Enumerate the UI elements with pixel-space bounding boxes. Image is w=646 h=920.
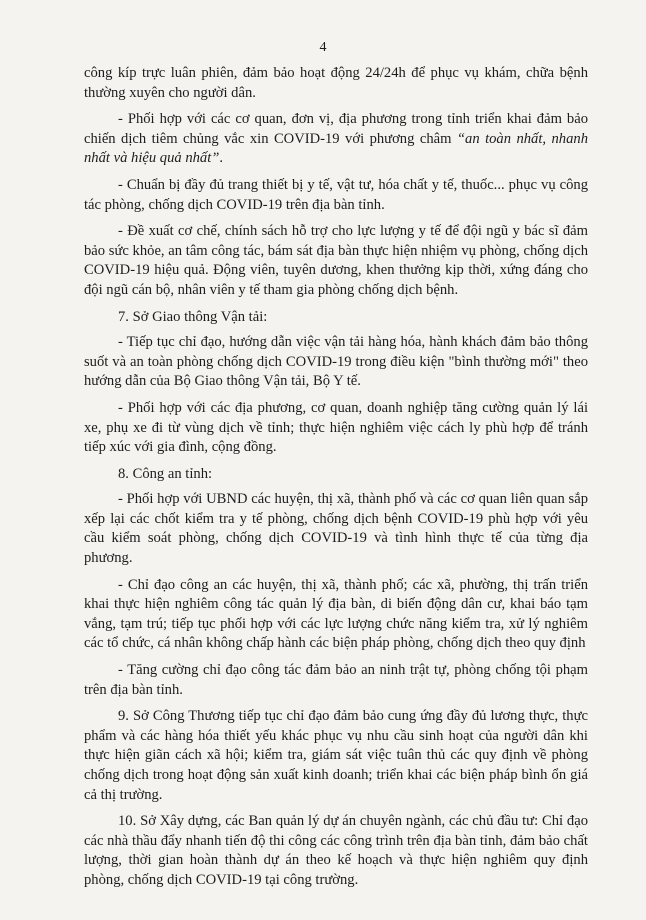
paragraph-transport-drivers: - Phối hợp với các địa phương, cơ quan, doanh nghiệp tăng cường quản lý lái xe, phụ xe đi từ vùng dịch về tỉnh; thực hiện nghiêm việc cách ly phù hợp để tránh tiếp xúc với gia đình, cộng đồng. xyxy=(84,399,588,456)
paragraph-text-end: . xyxy=(219,150,224,167)
page-number: 4 xyxy=(319,40,327,55)
paragraph-police-security: - Tăng cường chỉ đạo công tác đảm bảo an ninh trật tự, phòng chống tội phạm trên địa bàn tỉnh. xyxy=(84,662,588,698)
paragraph-transport-guidance: - Tiếp tục chỉ đạo, hướng dẫn việc vận tải hàng hóa, hành khách đảm bảo thông suốt và an toàn phòng chống dịch COVID-19 trong điều kiện "bình thường mới" theo hướng dẫn của Bộ Giao thông Vận tải, Bộ Y tế. xyxy=(84,334,588,390)
paragraph-support-policy: - Đề xuất cơ chế, chính sách hỗ trợ cho lực lượng y tế để đội ngũ y bác sĩ đảm bảo sức khỏe, an tâm công tác, bám sát địa bàn thực hiện nhiệm vụ phòng, chống dịch COVID-19 hiệu quả. Động viên, tuyên dương, khen thưởng kịp thời, xứng đáng cho đội ngũ cán bộ, nhân viên y tế tham gia phòng chống dịch bệnh. xyxy=(84,223,588,298)
paragraph-industry-trade: 9. Sở Công Thương tiếp tục chỉ đạo đảm bảo cung ứng đầy đủ lương thực, thực phẩm và các hàng hóa thiết yếu khác phục vụ nhu cầu sinh hoạt của người dân khi thực hiện giãn cách xã hội; kiểm tra, giám sát việc tuân thủ các quy định về phòng chống dịch trong hoạt động sản xuất kinh doanh; triển khai các biện pháp bình ổn giá cả thị trường. xyxy=(84,708,588,803)
section-heading-transport: 7. Sở Giao thông Vận tải: xyxy=(118,308,268,325)
motto-emphasis: “an toàn nhất, nhanh nhất và hiệu quả nhất” xyxy=(84,130,588,167)
paragraph-vaccination xyxy=(84,110,588,169)
paragraph-continuation: công kíp trực luân phiên, đảm bảo hoạt động 24/24h để phục vụ khám, chữa bệnh thường xuyên cho người dân. xyxy=(84,65,588,101)
paragraph-construction: 10. Sở Xây dựng, các Ban quản lý dự án chuyên ngành, các chủ đầu tư: Chỉ đạo các nhà thầu đẩy nhanh tiến độ thi công các công trình trên địa bàn tỉnh, đảm bảo chất lượng, thời gian hoàn thành dự án theo kế hoạch và thực hiện nghiêm quy định phòng, chống dịch COVID-19 tại công trường. xyxy=(84,813,588,888)
paragraph-equipment: - Chuẩn bị đầy đủ trang thiết bị y tế, vật tư, hóa chất y tế, thuốc... phục vụ công tác phòng, chống dịch COVID-19 trên địa bàn tỉnh. xyxy=(84,176,588,213)
section-heading-police: 8. Công an tỉnh: xyxy=(118,465,213,482)
paragraph-police-management: - Chỉ đạo công an các huyện, thị xã, thành phố; các xã, phường, thị trấn triển khai thực hiện nghiêm công tác quản lý địa bàn, di biến động dân cư, khai báo tạm vắng, tạm trú; tiếp tục phối hợp với các lực lượng chức năng kiểm tra, xử lý nghiêm các tổ chức, cá nhân không chấp hành các biện pháp phòng, chống dịch theo quy định xyxy=(84,576,588,652)
paragraph-police-checkpoints: - Phối hợp với UBND các huyện, thị xã, thành phố và các cơ quan liên quan sắp xếp lại các chốt kiểm tra y tế phòng, chống dịch bệnh COVID-19 phù hợp với yêu cầu kiểm soát phòng, chống dịch COVID-19 và tình hình thực tế của từng địa phương. xyxy=(84,491,588,567)
paragraph-text: - Phối hợp với các cơ quan, đơn vị, địa phương trong tỉnh triển khai đảm bảo chiến dịch tiêm chủng vắc xin COVID-19 với phương châm xyxy=(84,111,588,147)
document-body xyxy=(84,64,588,898)
